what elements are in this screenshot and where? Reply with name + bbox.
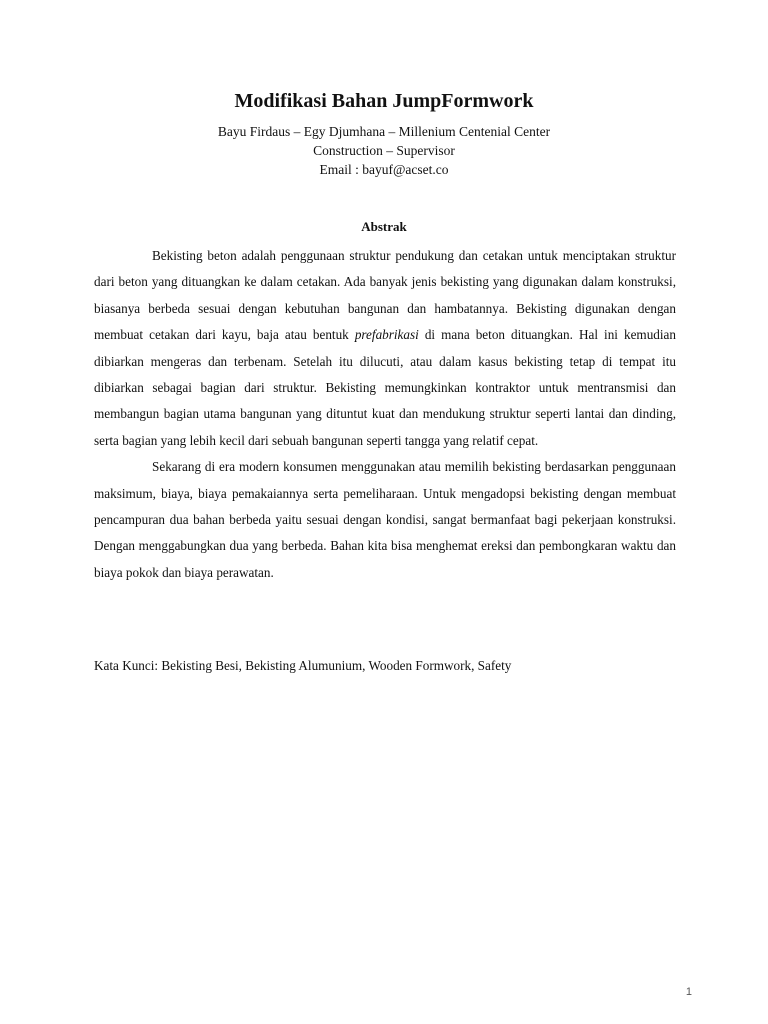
abstract-heading: Abstrak: [361, 219, 407, 234]
page-number: 1: [685, 986, 692, 998]
abstract-body: [94, 243, 676, 586]
abstract-paragraph-2: Sekarang di era modern konsumen menggunakan atau memilih bekisting berdasarkan penggunaan maksimum, biaya, biaya pemakaiannya serta pemeliharaan. Untuk mengadopsi bekisting dengan membuat pencampuran dua bahan berbeda yaitu sesuai dengan kondisi, sangat bermanfaat bagi pekerjaan konstruksi. Dengan menggabungkan dua yang berbeda. Bahan kita bisa menghemat ereksi dan pembongkaran waktu dan biaya pokok dan biaya perawatan.: [94, 459, 676, 580]
keywords-line: Kata Kunci: Bekisting Besi, Bekisting Alumunium, Wooden Formwork, Safety: [94, 658, 512, 673]
paragraph-text: Bekisting beton adalah penggunaan struktur pendukung dan cetakan untuk menciptakan struktur dari beton yang dituangkan ke dalam cetakan. Ada banyak jenis bekisting yang digunakan dalam konstruksi, biasanya berbeda sesuai dengan kebutuhan bangunan dan hambatannya. Bekisting digunakan dengan membuat cetakan dari kayu, baja atau bentuk: [94, 248, 676, 343]
italic-term: prefabrikasi: [354, 327, 419, 343]
author-email: Email : bayuf@acset.co: [319, 162, 449, 177]
paper-title: Modifikasi Bahan JumpFormwork: [234, 90, 534, 112]
author-block: [0, 122, 768, 179]
author-affiliation: Construction – Supervisor: [313, 143, 455, 158]
author-line: Bayu Firdaus – Egy Djumhana – Millenium Centenial Center: [217, 124, 551, 139]
abstract-paragraph-1: [94, 243, 676, 454]
paragraph-text: di mana beton dituangkan. Hal ini kemudian dibiarkan mengeras dan terbenam. Setelah itu dilucuti, atau dalam kasus bekisting tetap di tempat itu dibiarkan sebagai bagian dari struktur. Bekisting memungkinkan kontraktor untuk mentransmisi dan membangun bagian utama bangunan yang dituntut kuat dan mendukung struktur seperti lantai dan dinding, serta bagian yang lebih kecil dari sebuah bangunan seperti tangga yang relatif cepat.: [94, 327, 676, 448]
